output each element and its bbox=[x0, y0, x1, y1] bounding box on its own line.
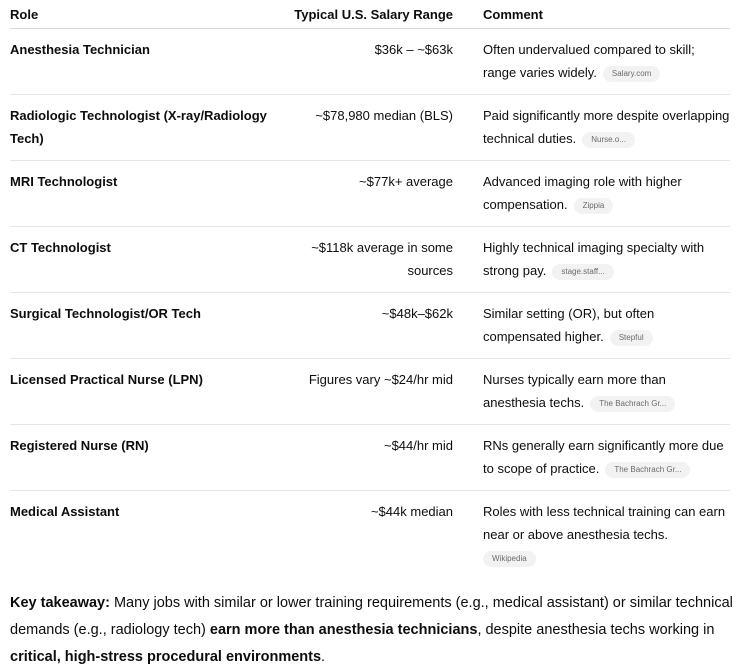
takeaway-text: Many jobs with similar or lower training requirements (e.g., medical assistant) or similar technical demands (e.g., radiology tech) bbox=[10, 595, 733, 638]
source-citation-link[interactable]: The Bachrach Gr... bbox=[590, 396, 675, 412]
takeaway-text: , despite anesthesia techs working in bbox=[477, 622, 715, 638]
salary-table-container bbox=[10, 0, 730, 579]
comment-text: Similar setting (OR), but often compensated higher. bbox=[483, 306, 655, 344]
comment-text: Nurses typically earn more than anesthesia techs. bbox=[483, 372, 666, 410]
comment-cell bbox=[463, 293, 730, 359]
table-header-row bbox=[10, 0, 730, 29]
comment-text: Highly technical imaging specialty with strong pay. bbox=[483, 240, 705, 278]
source-citation-link[interactable]: Nurse.o... bbox=[582, 132, 635, 148]
comment-cell bbox=[463, 161, 730, 227]
salary-comparison-table bbox=[10, 0, 730, 579]
table-row bbox=[10, 95, 730, 161]
source-citation-link[interactable]: stage.staff... bbox=[552, 264, 613, 280]
takeaway-emphasis: earn more than anesthesia technicians bbox=[209, 622, 478, 638]
comment-text: Advanced imaging role with higher compensation. bbox=[483, 174, 682, 212]
comment-cell bbox=[463, 491, 730, 580]
table-row bbox=[10, 227, 730, 293]
table-row bbox=[10, 161, 730, 227]
source-citation-link[interactable]: Stepful bbox=[610, 330, 653, 346]
role-cell: CT Technologist bbox=[10, 227, 278, 293]
role-cell: Radiologic Technologist (X-ray/Radiology Tech) bbox=[10, 95, 278, 161]
role-cell: Licensed Practical Nurse (LPN) bbox=[10, 359, 278, 425]
salary-cell: ~$48k–$62k bbox=[278, 293, 463, 359]
salary-cell: Figures vary ~$24/hr mid bbox=[278, 359, 463, 425]
source-citation-link[interactable]: Salary.com bbox=[603, 66, 660, 82]
source-citation-link[interactable]: Wikipedia bbox=[483, 551, 536, 567]
role-cell: Medical Assistant bbox=[10, 504, 120, 519]
comment-cell bbox=[463, 425, 730, 491]
comment-text: Roles with less technical training can earn near or above anesthesia techs. bbox=[483, 504, 726, 542]
salary-cell: ~$44k median bbox=[370, 504, 453, 519]
table-row bbox=[10, 359, 730, 425]
comment-cell bbox=[463, 227, 730, 293]
header-salary: Typical U.S. Salary Range bbox=[278, 0, 463, 29]
comment-cell bbox=[463, 29, 730, 95]
takeaway-label: Key takeaway: bbox=[10, 595, 110, 611]
role-cell: MRI Technologist bbox=[10, 161, 278, 227]
source-citation-link[interactable]: The Bachrach Gr... bbox=[605, 462, 690, 478]
salary-cell: ~$118k average in some sources bbox=[278, 227, 463, 293]
table-row bbox=[10, 425, 730, 491]
salary-cell: ~$44/hr mid bbox=[278, 425, 463, 491]
comment-text: Paid significantly more despite overlapping technical duties. bbox=[483, 108, 730, 146]
table-row bbox=[10, 491, 730, 580]
header-role: Role bbox=[10, 0, 278, 29]
role-cell: Registered Nurse (RN) bbox=[10, 425, 278, 491]
table-row bbox=[10, 293, 730, 359]
comment-cell bbox=[463, 95, 730, 161]
header-comment: Comment bbox=[463, 0, 730, 29]
comment-text: RNs generally earn significantly more due to scope of practice. bbox=[483, 438, 724, 476]
takeaway-emphasis: critical, high-stress procedural environments bbox=[10, 649, 322, 665]
takeaway-text: . bbox=[321, 649, 326, 665]
salary-cell: $36k – ~$63k bbox=[278, 29, 463, 95]
salary-cell: ~$78,980 median (BLS) bbox=[278, 95, 463, 161]
source-citation-link[interactable]: Zippia bbox=[574, 198, 614, 214]
role-cell: Anesthesia Technician bbox=[10, 29, 278, 95]
table-row bbox=[10, 29, 730, 95]
comment-cell bbox=[463, 359, 730, 425]
comment-text: Often undervalued compared to skill; range varies widely. bbox=[483, 42, 695, 80]
key-takeaway-paragraph bbox=[10, 590, 740, 671]
role-cell: Surgical Technologist/OR Tech bbox=[10, 293, 278, 359]
salary-cell: ~$77k+ average bbox=[278, 161, 463, 227]
